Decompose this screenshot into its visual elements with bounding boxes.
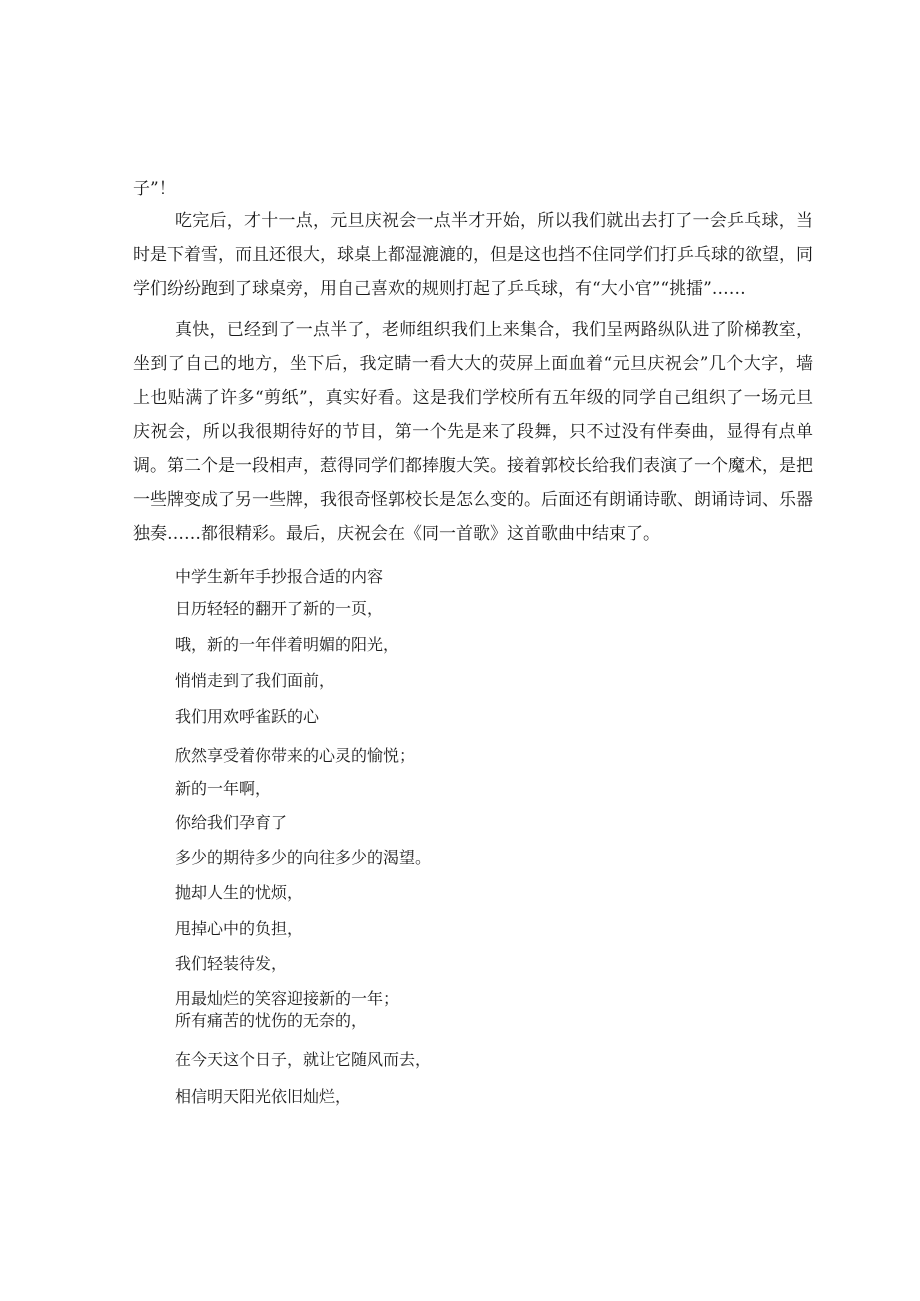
poem-line: 相信明天阳光依旧灿烂， bbox=[175, 1087, 352, 1106]
poem-line: 用最灿烂的笑容迎接新的一年； bbox=[175, 989, 400, 1008]
poem-line: 悄悄走到了我们面前， bbox=[175, 671, 336, 690]
poem-line: 所有痛苦的忧伤的无奈的， bbox=[175, 1011, 368, 1030]
poem-line: 我们轻装待发， bbox=[175, 954, 288, 973]
poem-line: 新的一年啊， bbox=[175, 779, 272, 798]
paragraph-ping-pong: 吃完后，才十一点，元旦庆祝会一点半才开始，所以我们就出去打了一会乒乓球，当时是下着雪，而且还很大，球桌上都湿漉漉的，但是这也挡不住同学们打乒乓球的欲望，同学们纷纷跑到了球桌旁，用自己喜欢的规则打起了乒乓球，有“大小官”“挑擂”…… bbox=[133, 211, 813, 299]
poem-line: 你给我们孕育了 bbox=[175, 813, 288, 832]
poem-line: 欣然享受着你带来的心灵的愉悦； bbox=[175, 746, 416, 765]
poem-line: 多少的期待多少的向往多少的渴望。 bbox=[175, 848, 432, 867]
poem-line: 日历轻轻的翻开了新的一页， bbox=[175, 599, 384, 618]
poem-line: 在今天这个日子，就让它随风而去， bbox=[175, 1050, 432, 1069]
poem-line: 抛却人生的忧烦， bbox=[175, 883, 304, 902]
paragraph-celebration: 真快，已经到了一点半了，老师组织我们上来集合，我们呈两路纵队进了阶梯教室，坐到了自己的地方，坐下后，我定睛一看大大的荧屏上面血着“元旦庆祝会”几个大字，墙上也贴满了许多“剪纸”，真实好看。这是我们学校所有五年级的同学自己组织了一场元旦庆祝会，所以我很期待好的节目，第一个先是来了段舞，只不过没有伴奏曲，显得有点单调。第二个是一段相声，惹得同学们都捧腹大笑。接着郭校长给我们表演了一个魔术，是把一些牌变成了另一些牌，我很奇怪郭校长是怎么变的。后面还有朗诵诗歌、朗诵诗词、乐器独奏……都很精彩。最后，庆祝会在《同一首歌》这首歌曲中结束了。 bbox=[133, 320, 813, 544]
paragraph-continuation: 子”！ bbox=[133, 179, 176, 199]
poem-line: 甩掉心中的负担， bbox=[175, 919, 304, 938]
poem-title: 中学生新年手抄报合适的内容 bbox=[175, 567, 384, 586]
poem-line: 我们用欢呼雀跃的心 bbox=[175, 707, 320, 726]
poem-line: 哦，新的一年伴着明媚的阳光， bbox=[175, 635, 400, 654]
